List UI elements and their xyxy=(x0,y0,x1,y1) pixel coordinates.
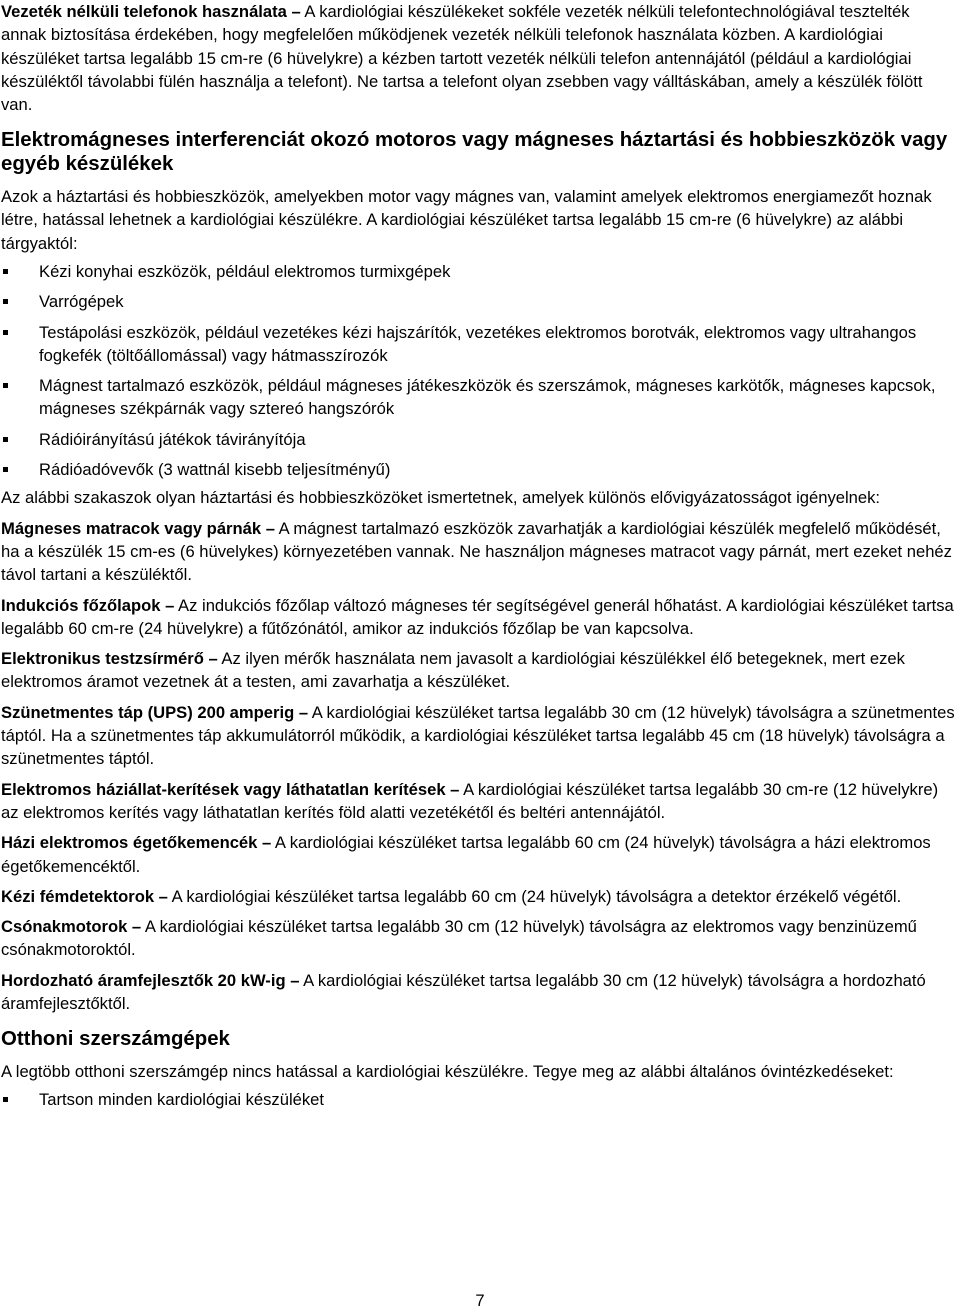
section-intro-home-tools: A legtöbb otthoni szerszámgép nincs hatással a kardiológiai készülékre. Tegye meg az alábbi általános óvintézkedéseket: xyxy=(1,1062,894,1082)
device-entry-boat-motor xyxy=(1,915,957,962)
square-bullet-icon xyxy=(3,467,8,472)
device-entry-kiln xyxy=(1,831,957,878)
entry-term: Csónakmotorok – xyxy=(1,917,142,937)
intro-text: A kardiológiai készülékeket sokféle vezeték nélküli telefontechnológiával tesztelték annak biztosítása érdekében, hogy megfelelően működjenek vezeték nélküli telefonok használata közben. A kardiológiai készüléket tartsa legalább 15 cm-re (6 hüvelykre) a kézben tartott vezeték nélküli telefon antennájától (például a kardiológiai készüléktől távolabbi fülén használja a telefont). Ne tartsa a telefont olyan zsebben vagy válltáskában, amely a készülék fölött van. xyxy=(1,2,923,115)
square-bullet-icon xyxy=(3,269,8,274)
entry-text: A kardiológiai készüléket tartsa legalább 30 cm (12 hüvelyk) távolságra az elektromos vagy benzinüzemű csónakmotoroktól. xyxy=(1,917,917,960)
list-item xyxy=(1,290,957,313)
square-bullet-icon xyxy=(3,383,8,388)
entry-text: A kardiológiai készüléket tartsa legalább 30 cm (12 hüvelyk) távolságra a hordozható áramfejlesztőktől. xyxy=(1,970,926,1013)
square-bullet-icon xyxy=(3,1097,8,1102)
square-bullet-icon xyxy=(3,437,8,442)
entry-term: Mágneses matracok vagy párnák – xyxy=(1,518,275,538)
list-item-text: Rádióadóvevők (3 wattnál kisebb teljesítményű) xyxy=(39,460,391,480)
section-outro-emi: Az alábbi szakaszok olyan háztartási és hobbieszközöket ismertetnek, amelyek különös elővigyázatosságot igényelnek: xyxy=(1,488,881,508)
entry-term: Kézi fémdetektorok – xyxy=(1,886,168,906)
square-bullet-icon xyxy=(3,330,8,335)
list-item xyxy=(1,458,957,481)
intro-heading: Vezeték nélküli telefonok használata – xyxy=(1,2,301,21)
page-content xyxy=(1,0,957,1119)
entry-term: Hordozható áramfejlesztők 20 kW-ig – xyxy=(1,970,300,990)
device-entry-magnetic-mattress xyxy=(1,517,957,587)
bullet-list-home-tools xyxy=(1,1088,957,1111)
list-item-text: Tartson minden kardiológiai készüléket xyxy=(39,1090,325,1110)
entry-text: A kardiológiai készüléket tartsa legalább 30 cm (12 hüvelyk) távolságra a szünetmentes táptól. Ha a szünetmentes táp akkumulátorról működik, a kardiológiai készüléket tartsa legalább 45 cm (18 hüvelyk) távolságra a szünetmentes táptól. xyxy=(1,702,955,769)
section-intro-emi: Azok a háztartási és hobbieszközök, amelyekben motor vagy mágnes van, valamint amelyek elektromos energiamezőt hoznak létre, hatással lehetnek a kardiológiai készülékre. A kardiológiai készüléket tartsa legalább 15 cm-re (6 hüvelykre) az alábbi tárgyaktól: xyxy=(1,187,932,253)
entry-term: Elektronikus testzsírmérő – xyxy=(1,649,218,669)
device-entry-pet-fence xyxy=(1,778,957,825)
list-item xyxy=(1,1088,957,1111)
entry-term: Szünetmentes táp (UPS) 200 amperig – xyxy=(1,702,309,722)
device-entry-ups xyxy=(1,701,957,771)
device-entry-metal-detector xyxy=(1,885,957,908)
intro-paragraph xyxy=(1,0,957,116)
bullet-list-emi xyxy=(1,260,957,481)
device-entry-body-fat-scale xyxy=(1,647,957,694)
square-bullet-icon xyxy=(3,299,8,304)
list-item-text: Varrógépek xyxy=(39,292,124,312)
entry-text: A mágnest tartalmazó eszközök zavarhatják a kardiológiai készülék megfelelő működését, ha a készülék 15 cm-es (6 hüvelykes) környezetében vannak. Ne használjon mágneses matracot vagy párnát, mert ezeket nehéz távol tartani a készüléktől. xyxy=(1,518,952,585)
entry-term: Házi elektromos égetőkemencék – xyxy=(1,833,272,853)
entry-text: A kardiológiai készüléket tartsa legalább 60 cm (24 hüvelyk) távolságra a házi elektromos égetőkemencéktől. xyxy=(1,833,931,876)
device-entry-generator xyxy=(1,969,957,1016)
device-entry-induction-cooktop xyxy=(1,594,957,641)
entry-term: Indukciós főzőlapok – xyxy=(1,595,175,615)
list-item xyxy=(1,428,957,451)
entry-text: Az indukciós főzőlap változó mágneses tér segítségével generál hőhatást. A kardiológiai készüléket tartsa legalább 60 cm-re (24 hüvelykre) a fűtőzónától, amikor az indukciós főzőlap be van kapcsolva. xyxy=(1,595,954,638)
entry-term: Elektromos háziállat-kerítések vagy láthatatlan kerítések – xyxy=(1,779,460,799)
list-item xyxy=(1,374,957,421)
page-number: 7 xyxy=(475,1291,485,1310)
list-item-text: Testápolási eszközök, például vezetékes kézi hajszárítók, vezetékes elektromos borotvák, elektromos vagy ultrahangos fogkefék (töltőállomással) vagy hátmasszírozók xyxy=(39,322,917,365)
list-item xyxy=(1,260,957,283)
entry-text: A kardiológiai készüléket tartsa legalább 60 cm (24 hüvelyk) távolságra a detektor érzékelő végétől. xyxy=(167,886,902,906)
section-heading-emi: Elektromágneses interferenciát okozó motoros vagy mágneses háztartási és hobbieszközök vagy egyéb készülékek xyxy=(1,129,948,176)
section-heading-home-tools: Otthoni szerszámgépek xyxy=(1,1028,230,1051)
list-item-text: Kézi konyhai eszközök, például elektromos turmixgépek xyxy=(39,261,451,281)
entry-text: Az ilyen mérők használata nem javasolt a kardiológiai készülékkel élő betegeknek, mert ezek elektromos áramot vezetnek át a testen, ami zavarhatja a készüléket. xyxy=(1,649,905,692)
list-item-text: Rádióirányítású játékok távirányítója xyxy=(39,429,306,449)
list-item xyxy=(1,321,957,368)
entry-text: A kardiológiai készüléket tartsa legalább 30 cm-re (12 hüvelykre) az elektromos kerítés vagy láthatatlan kerítés föld alatti vezetékétől és beltéri antennájától. xyxy=(1,779,939,822)
list-item-text: Mágnest tartalmazó eszközök, például mágneses játékeszközök és szerszámok, mágneses karkötők, mágneses kapcsok, mágneses székpárnák vagy sztereó hangszórók xyxy=(39,376,936,419)
